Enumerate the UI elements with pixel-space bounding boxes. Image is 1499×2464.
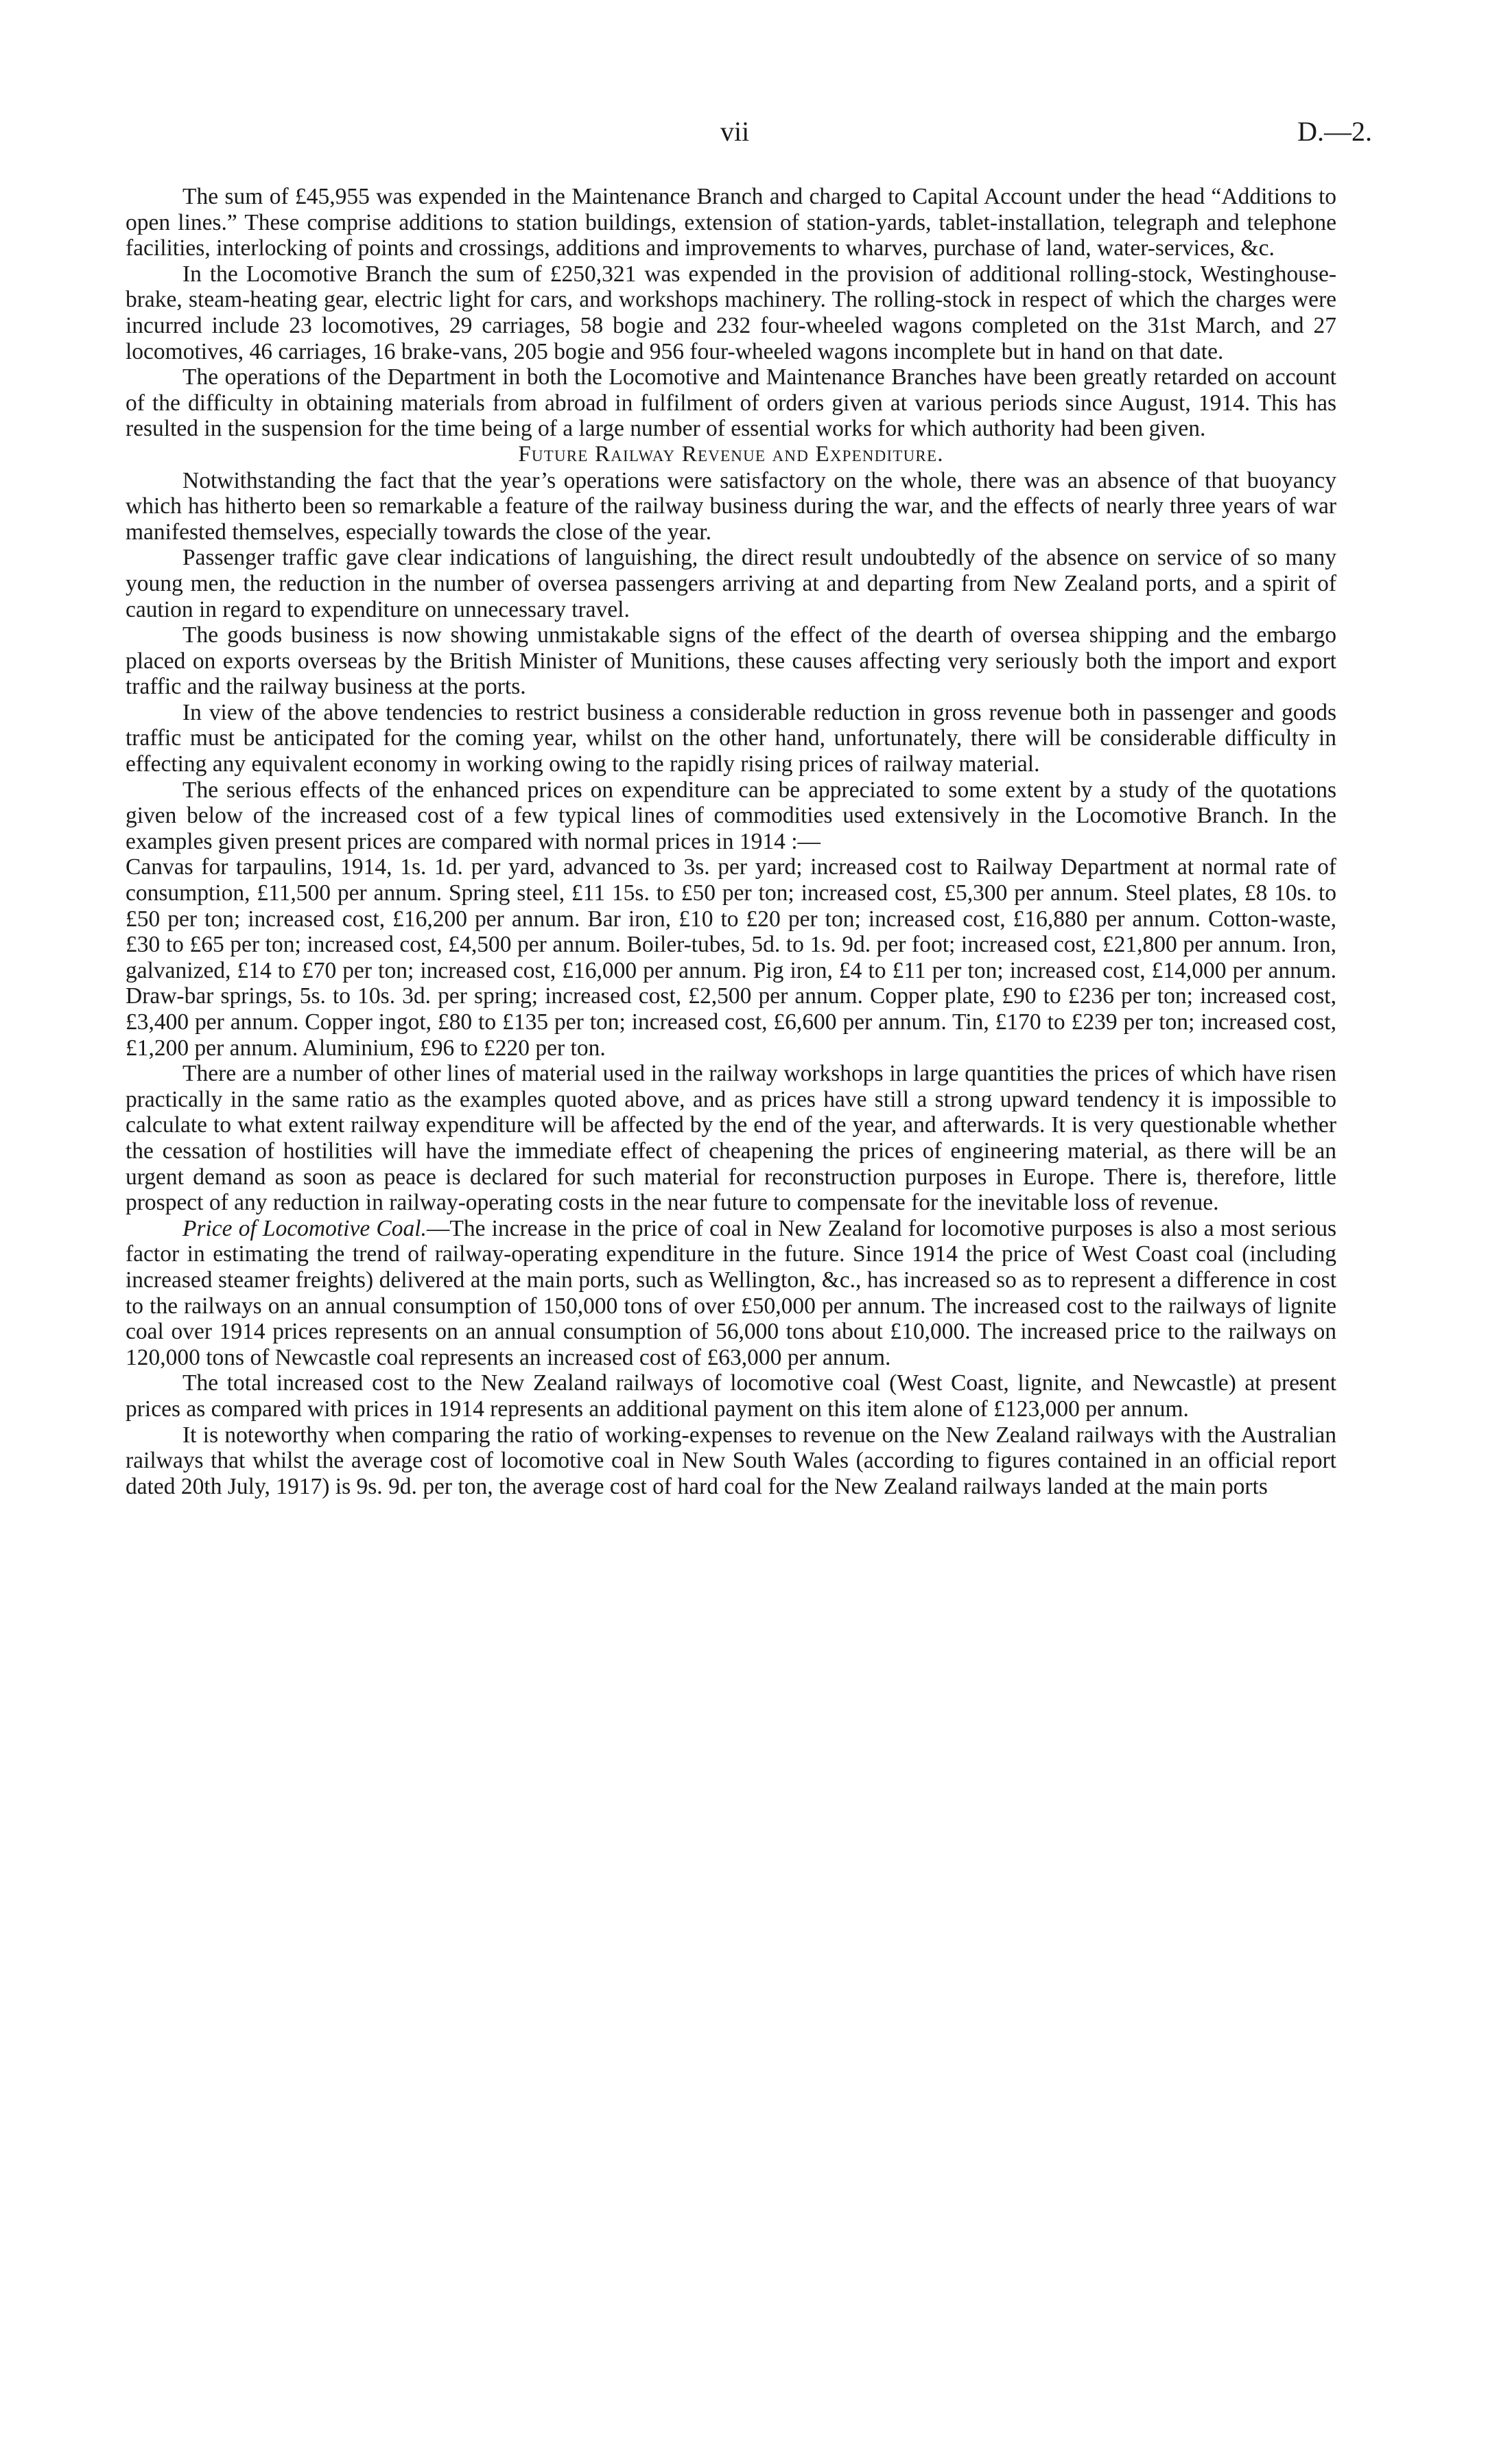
coal-run-head: Price of Locomotive Coal. — [182, 1215, 427, 1241]
paragraph-passenger-traffic: Passenger traffic gave clear indications of languishing, the direct result undoubtedly of the absence on service of so many young men, the reduction in the number of oversea passengers arriving at and departing from New Zealand ports, and a spirit of caution in regard to expenditure on unnecessary travel. — [126, 545, 1336, 622]
paragraph-locomotive-branch: In the Locomotive Branch the sum of £250,321 was expended in the provision of additional rolling-stock, Westinghouse-brake, steam-heating gear, electric light for cars, and workshops machinery. The rolling-stock in respect of which the charges were incurred include 23 locomotives, 29 carriages, 58 bogie and 232 four-wheeled wagons completed on the 31st March, and 27 locomotives, 46 carriages, 16 brake-vans, 205 bogie and 956 four-wheeled wagons incomplete but in hand on that date. — [126, 261, 1336, 364]
paragraph-total-coal-cost: The total increased cost to the New Zealand railways of locomotive coal (West Coast, lignite, and Newcastle) at present prices as compared with prices in 1914 represents an additional payment on this item alone of £123,000 per annum. — [126, 1370, 1336, 1422]
paragraph-enhanced-prices: The serious effects of the enhanced prices on expenditure can be appreciated to some extent by a study of the quotations given below of the increased cost of a few typical lines of commodities used extensively in the Locomotive Branch. In the examples given present prices are compared with normal prices in 1914 :— — [126, 777, 1336, 854]
paragraph-operations-retarded: The operations of the Department in both the Locomotive and Maintenance Branches have been greatly retarded on account of the difficulty in obtaining materials from abroad in fulfilment of orders given at various periods since August, 1914. This has resulted in the suspension for the time being of a large number of essential works for which authority had been given. — [126, 364, 1336, 442]
page-number: vii — [720, 116, 750, 147]
paragraph-notwithstanding: Notwithstanding the fact that the year’s operations were satisfactory on the whole, there was an absence of that buoyancy which has hitherto been so remarkable a feature of the railway business during the war, and the effects of nearly three years of war manifested themselves, especially towards the close of the year. — [126, 467, 1336, 545]
paragraph-goods-business: The goods business is now showing unmistakable signs of the effect of the dearth of oversea shipping and the embargo placed on exports overseas by the British Minister of Munitions, these causes affecting very seriously both the import and export traffic and the railway business at the ports. — [126, 622, 1336, 700]
section-heading: Future Railway Revenue and Expenditure. — [518, 441, 944, 467]
body-text — [126, 184, 1336, 1499]
page-header — [123, 115, 1372, 156]
price-quotations-block: Canvas for tarpaulins, 1914, 1s. 1d. per yard, advanced to 3s. per yard; increased cost to Railway Department at normal rate of consumption, £11,500 per annum. Spring steel, £11 15s. to £50 per ton; increased cost, £5,300 per annum. Steel plates, £8 10s. to £50 per ton; increased cost, £16,200 per annum. Bar iron, £10 to £20 per ton; increased cost, £16,880 per annum. Cotton-waste, £30 to £65 per ton; increased cost, £4,500 per annum. Boiler-tubes, 5d. to 1s. 9d. per foot; increased cost, £21,800 per annum. Iron, galvanized, £14 to £70 per ton; increased cost, £16,000 per annum. Pig iron, £4 to £11 per ton; increased cost, £14,000 per annum. Draw-bar springs, 5s. to 10s. 3d. per spring; increased cost, £2,500 per annum. Copper plate, £90 to £236 per ton; increased cost, £3,400 per annum. Copper ingot, £80 to £135 per ton; increased cost, £6,600 per annum. Tin, £170 to £239 per ton; increased cost, £1,200 per annum. Aluminium, £96 to £220 per ton. — [126, 854, 1336, 1061]
paragraph-gross-revenue: In view of the above tendencies to restrict business a considerable reduction in gross revenue both in passenger and goods traffic must be anticipated for the coming year, whilst on the other hand, unfortunately, there will be considerable difficulty in effecting any equivalent economy in working owing to the rapidly rising prices of railway material. — [126, 699, 1336, 777]
paragraph-other-materials: There are a number of other lines of material used in the railway workshops in large quantities the prices of which have risen practically in the same ratio as the examples quoted above, and as prices have still a strong upward tendency it is impossible to calculate to what extent railway expenditure will be affected by the end of the year, and afterwards. It is very questionable whether the cessation of hostilities will have the immediate effect of cheapening the prices of engineering material, as there will be an urgent demand as soon as peace is declared for such material for reconstruction purposes in Europe. There is, therefore, little prospect of any reduction in railway-operating costs in the near future to compensate for the inevitable loss of revenue. — [126, 1061, 1336, 1216]
paragraph-locomotive-coal — [126, 1216, 1336, 1371]
document-reference: D.—2. — [1297, 116, 1372, 147]
paragraph-maintenance-branch: The sum of £45,955 was expended in the Maintenance Branch and charged to Capital Account under the head “Additions to open lines.” These comprise additions to station buildings, extension of station-yards, tablet-installation, telegraph and telephone facilities, interlocking of points and crossings, additions and improvements to wharves, purchase of land, water-services, &c. — [126, 184, 1336, 261]
paragraph-australian-comparison: It is noteworthy when comparing the ratio of working-expenses to revenue on the New Zealand railways with the Australian railways that whilst the average cost of locomotive coal in New South Wales (according to figures contained in an official report dated 20th July, 1917) is 9s. 9d. per ton, the average cost of hard coal for the New Zealand railways landed at the main ports — [126, 1422, 1336, 1499]
coal-text: —The increase in the price of coal in New Zealand for locomotive purposes is also a most serious factor in estimating the trend of railway-operating expenditure in the future. Since 1914 the price of West Coast coal (including increased steamer freights) delivered at the main ports, such as Wellington, &c., has increased so as to represent a difference in cost to the railways on an annual consumption of 150,000 tons of over £50,000 per annum. The increased cost to the railways of lignite coal over 1914 prices represents on an annual consumption of 56,000 tons about £10,000. The increased price to the railways on 120,000 tons of Newcastle coal represents an increased cost of £63,000 per annum. — [126, 1215, 1336, 1370]
